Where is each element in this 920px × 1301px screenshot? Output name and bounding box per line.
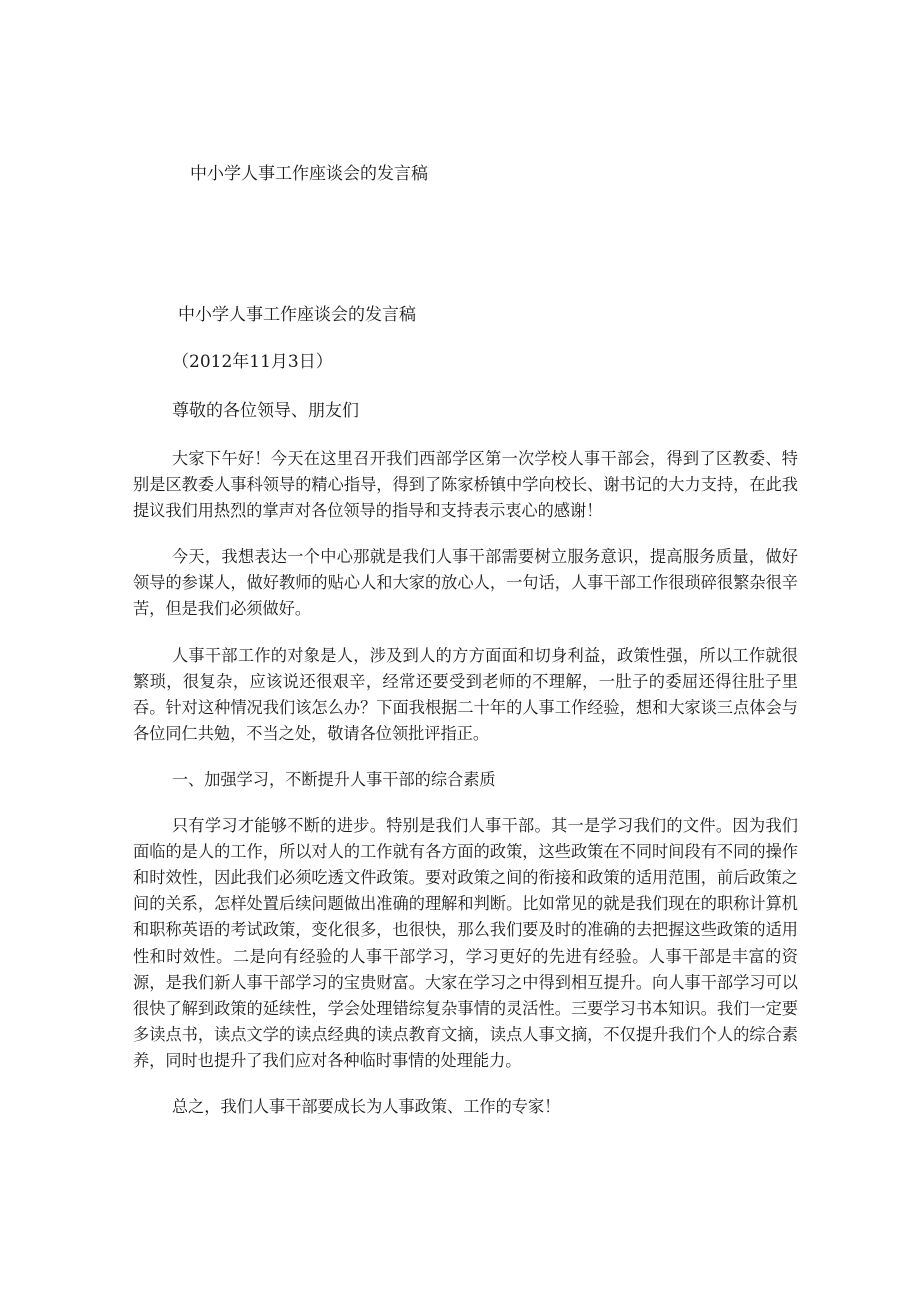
document-body — [133, 446, 798, 1140]
salutation: 尊敬的各位领导、朋友们 — [172, 401, 359, 421]
header-title: 中小学人事工作座谈会的发言稿 — [190, 164, 428, 184]
paragraph-study: 只有学习才能够不断的进步。特别是我们人事干部。其一是学习我们的文件。因为我们面临的是人的工作，所以对人的工作就有各方面的政策，这些政策在不同时间段有不同的操作和时效性，因此我们必须吃透文件政策。要对政策之间的衔接和政策的适用范围，前后政策之间的关系，怎样处置后续问题做出准确的理解和判断。比如常见的就是我们现在的职称计算机和职称英语的考试政策，变化很多，也很快，那么我们要及时的准确的去把握这些政策的适用性和时效性。二是向有经验的人事干部学习，学习更好的先进有经验。人事干部是丰富的资源，是我们新人事干部学习的宝贵财富。大家在学习之中得到相互提升。向人事干部学习可以很快了解到政策的延续性，学会处理错综复杂事情的灵活性。三要学习书本知识。我们一定要多读点书，读点文学的读点经典的读点教育文摘，读点人事文摘，不仅提升我们个人的综合素养，同时也提升了我们应对各种临时事情的处理能力。 — [133, 816, 798, 1070]
paragraph-conclusion: 总之，我们人事干部要成长为人事政策、工作的专家！ — [171, 1096, 561, 1116]
section-heading-1: 一、加强学习，不断提升人事干部的综合素质 — [171, 769, 496, 789]
document-title: 中小学人事工作座谈会的发言稿 — [178, 305, 416, 325]
paragraph-theme: 今天，我想表达一个中心那就是我们人事干部需要树立服务意识，提高服务质量，做好领导的参谋人，做好教师的贴心人和大家的放心人，一句话，人事干部工作很琐碎很繁杂很辛苦，但是我们必须做好。 — [133, 547, 798, 619]
paragraph-greeting: 大家下午好！今天在这里召开我们西部学区第一次学校人事干部会，得到了区教委、特别是区教委人事科领导的精心指导，得到了陈家桥镇中学向校长、谢书记的大力支持，在此我提议我们用热烈的掌声对各位领导的指导和支持表示衷心的感谢！ — [133, 449, 798, 521]
paragraph-context: 人事干部工作的对象是人，涉及到人的方方面面和切身利益，政策性强，所以工作就很繁琐，很复杂，应该说还很艰辛，经常还要受到老师的不理解，一肚子的委屈还得往肚子里吞。针对这种情况我们该怎么办？下面我根据二十年的人事工作经验，想和大家谈三点体会与各位同仁共勉，不当之处，敬请各位领批评指正。 — [133, 645, 798, 743]
document-date: （2012年11月3日） — [172, 352, 333, 372]
